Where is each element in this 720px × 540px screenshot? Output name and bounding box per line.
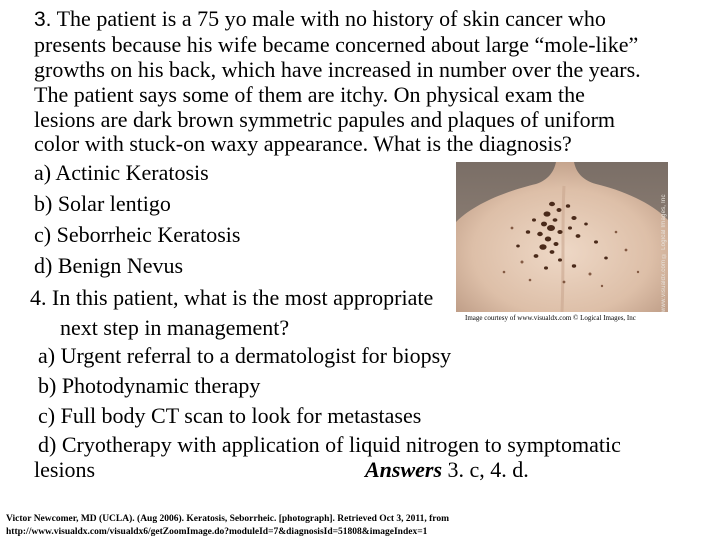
answers-label: Answers (365, 457, 443, 482)
question-3-option-d: d) Benign Nevus (34, 253, 184, 278)
question-4-option-d: d) Cryotherapy with application of liquid nitrogen to symptomatic (38, 432, 621, 457)
skin-lesion-photo (456, 162, 668, 312)
question-4-option-b: b) Photodynamic therapy (38, 373, 261, 398)
question-4-option-a: a) Urgent referral to a dermatologist for biopsy (38, 343, 452, 368)
image-credit: Image courtesy of www.visualdx.com © Logical Images, Inc (465, 314, 636, 322)
answers (365, 457, 529, 483)
question-3-line-6: color with stuck-on waxy appearance. What is the diagnosis? (34, 131, 572, 156)
question-3-number: 3. (34, 8, 52, 31)
question-4-option-d-continuation: lesions (34, 457, 96, 482)
question-3-option-b: b) Solar lentigo (34, 191, 171, 216)
answers-text: 3. c, 4. d. (442, 457, 529, 482)
question-3-line-4: The patient says some of them are itchy. On physical exam the (34, 82, 585, 107)
question-4-option-c: c) Full body CT scan to look for metastases (38, 403, 422, 428)
question-3-option-c: c) Seborrheic Keratosis (34, 222, 241, 247)
question-3-line-1 (34, 6, 606, 33)
citation-line-2: http://www.visualdx.com/visualdx6/getZoomImage.do?moduleId=7&diagnosisId=51808&imageIndex=1 (6, 527, 428, 537)
question-3-option-a: a) Actinic Keratosis (34, 160, 209, 185)
back-lesions-illustration (456, 162, 668, 312)
question-3-line-5: lesions are dark brown symmetric papules and plaques of uniform (34, 107, 616, 132)
citation-line-1: Victor Newcomer, MD (UCLA). (Aug 2006). Keratosis, Seborrheic. [photograph]. Retrieved Oct 3, 2011, from (6, 514, 449, 524)
question-4-line-2: next step in management? (60, 315, 290, 340)
question-3-line-2: presents because his wife became concerned about large “mole-like” (34, 32, 639, 57)
photo-side-credit: www.visualdx.com © Logical Images, Inc (661, 194, 667, 312)
question-3-text-1: The patient is a 75 yo male with no history of skin cancer who (51, 6, 606, 31)
question-4-line-1: 4. In this patient, what is the most appropriate (30, 285, 434, 310)
question-3-line-3: growths on his back, which have increased in number over the years. (34, 57, 641, 82)
